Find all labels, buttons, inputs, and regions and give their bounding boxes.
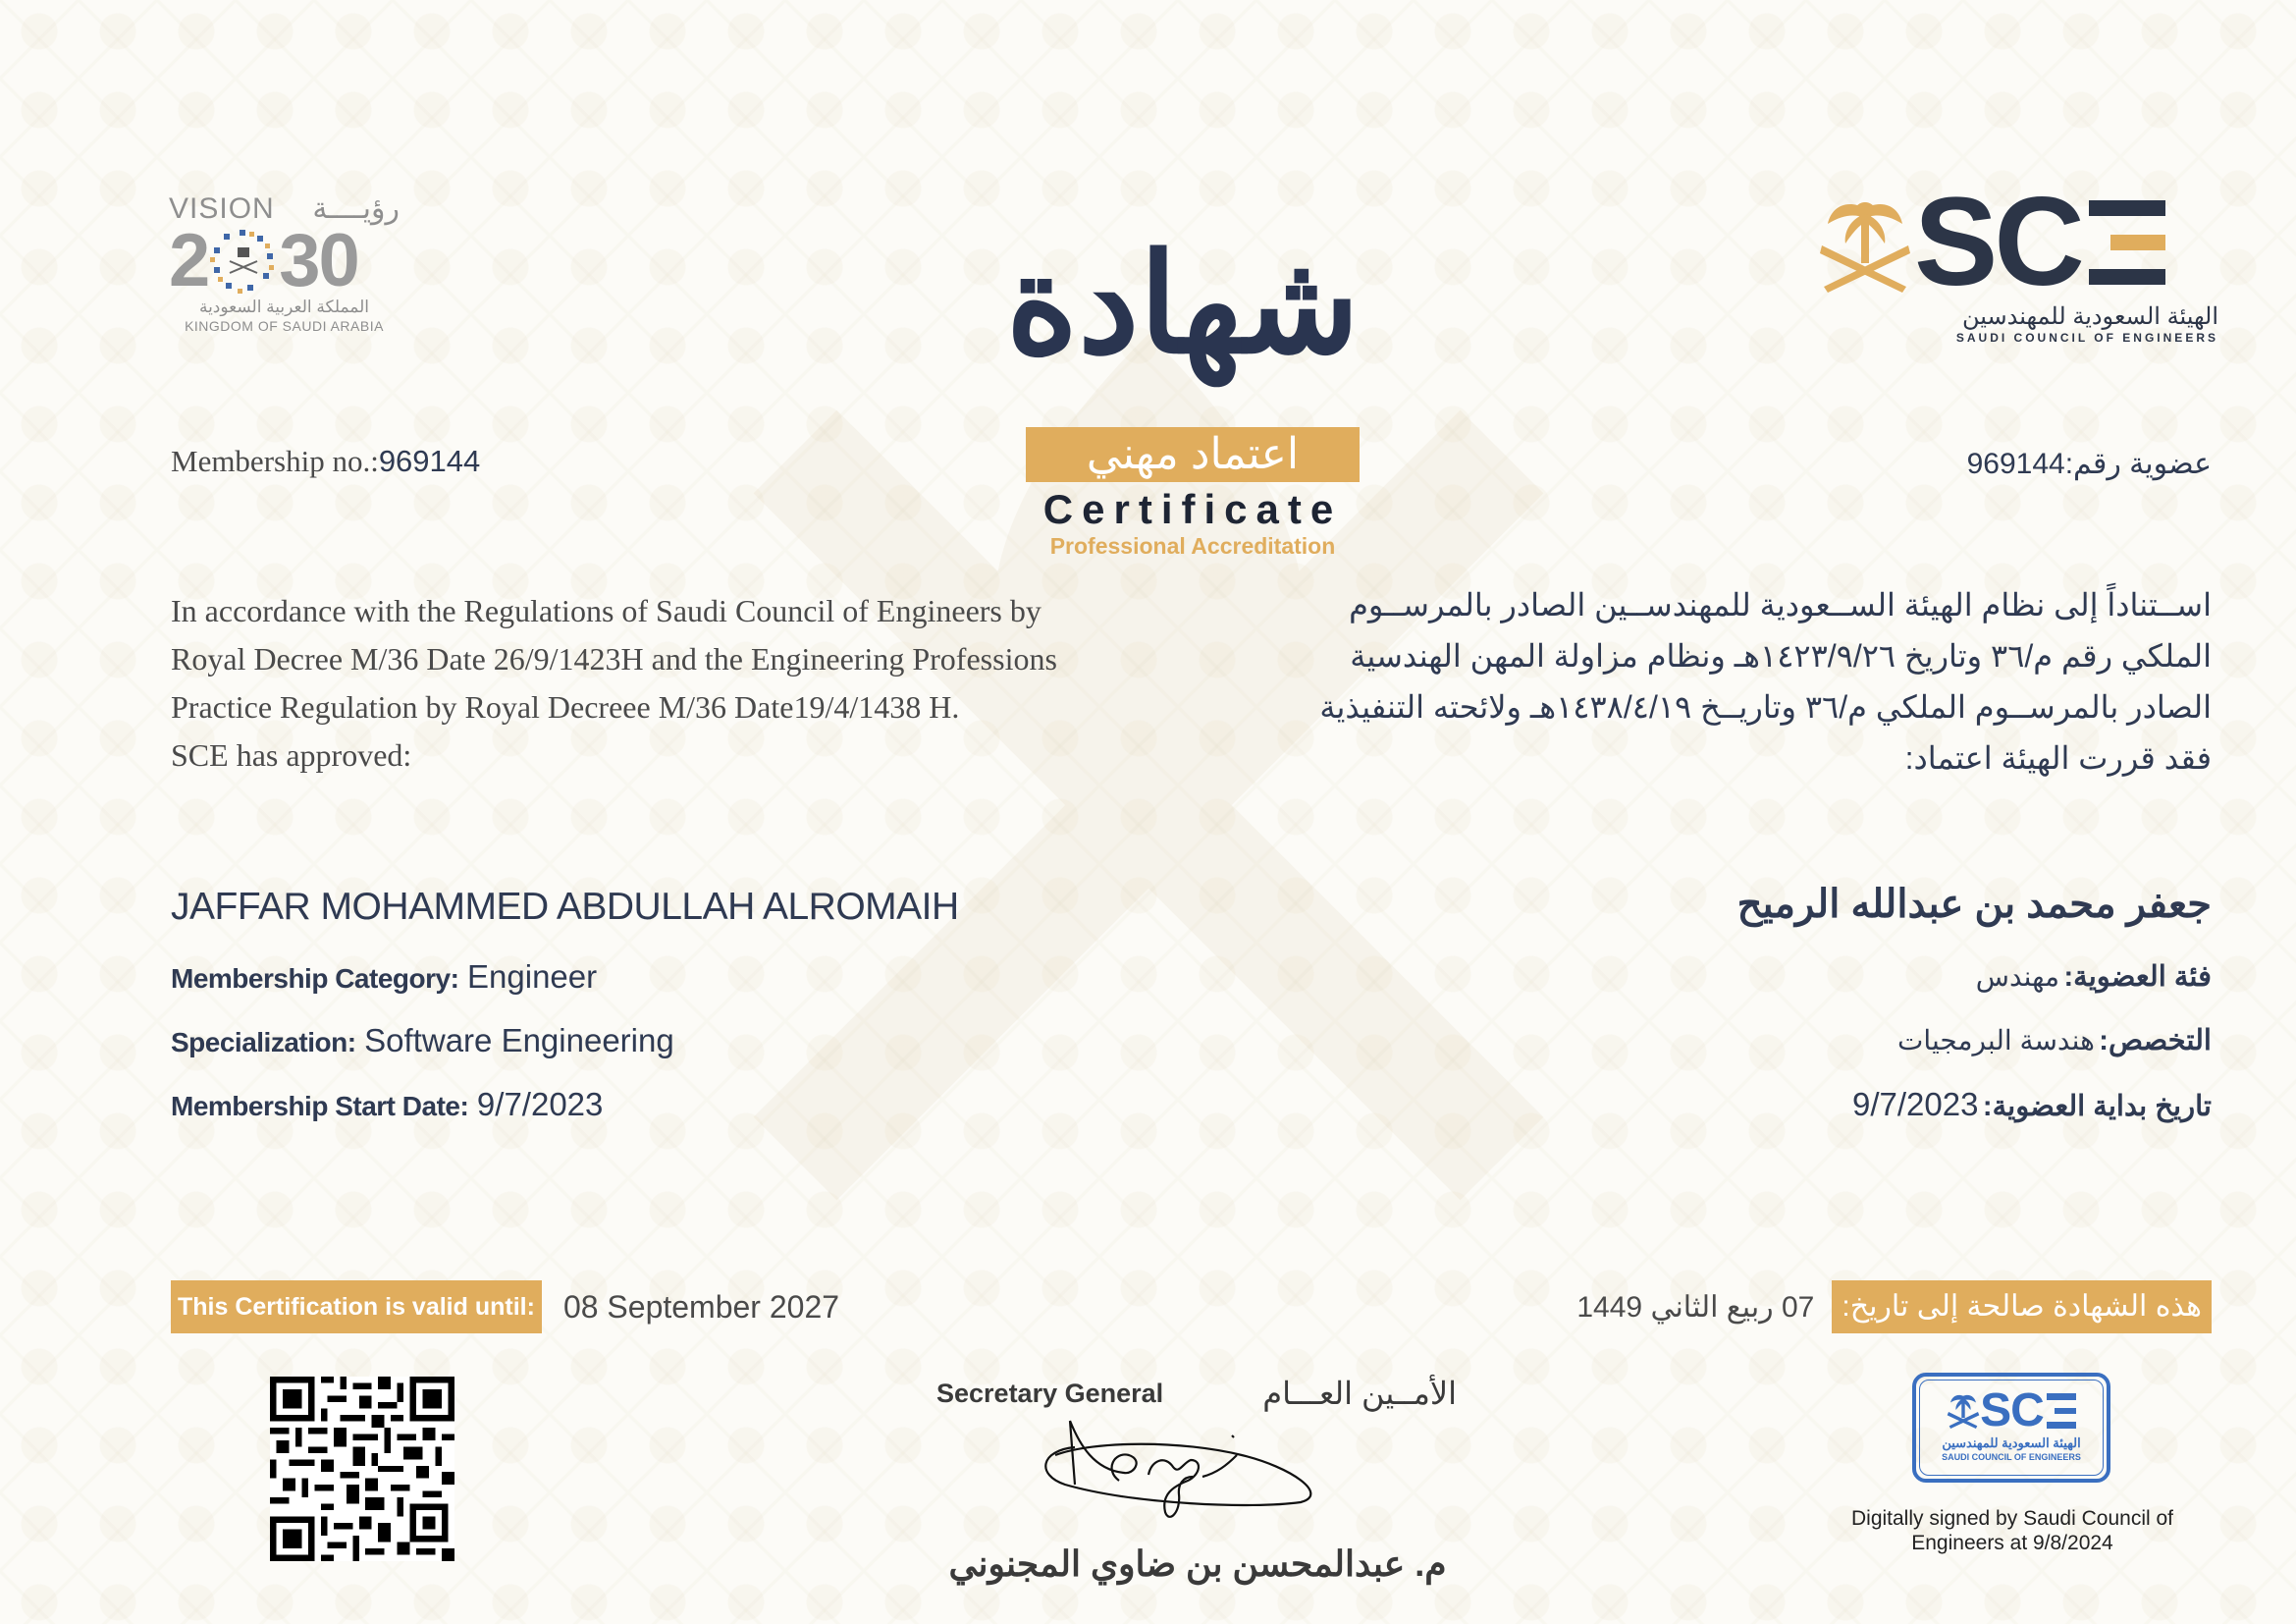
stamp-name-en: SAUDI COUNCIL OF ENGINEERS bbox=[1942, 1452, 2081, 1462]
sce-name-ar: الهيئة السعودية للمهندسين bbox=[1962, 303, 2218, 330]
holder-name-ar: جعفر محمد بن عبدالله الرميح bbox=[1736, 883, 2212, 926]
field-label: Membership Category: bbox=[171, 963, 459, 994]
vision-emblem-icon bbox=[208, 226, 279, 297]
membership-label-en: Membership no.: bbox=[171, 444, 379, 478]
sce-digital-stamp bbox=[1912, 1373, 2110, 1483]
validity-ar bbox=[1576, 1280, 2212, 1333]
field-specialization-en bbox=[171, 1021, 674, 1085]
validity-label-ar: هذه الشهادة صالحة إلى تاريخ: bbox=[1832, 1280, 2212, 1333]
sce-e-glyph-icon bbox=[2089, 198, 2165, 287]
handwritten-signature bbox=[1036, 1416, 1315, 1524]
palm-swords-icon bbox=[1947, 1390, 1980, 1432]
membership-number-value-ar: 969144 bbox=[1966, 448, 2065, 480]
sce-name-en: SAUDI COUNCIL OF ENGINEERS bbox=[1955, 331, 2218, 345]
vision-year-right: 30 bbox=[279, 219, 358, 302]
palm-swords-icon bbox=[1816, 189, 1914, 297]
membership-label-ar: عضوية رقم: bbox=[2064, 448, 2212, 480]
field-membership-category-en bbox=[171, 957, 674, 1021]
validity-en bbox=[171, 1280, 839, 1333]
holder-fields-ar bbox=[1852, 957, 2212, 1149]
membership-number-ar bbox=[1967, 447, 2212, 481]
stamp-letters: SC bbox=[1980, 1384, 2044, 1436]
certificate-heading: Certificate bbox=[1042, 486, 1343, 532]
field-start-date-en bbox=[171, 1085, 674, 1149]
vision-word-en: VISION bbox=[169, 192, 275, 225]
sce-letters: SC bbox=[1914, 172, 2081, 312]
field-label: Specialization: bbox=[171, 1027, 356, 1057]
signatory-title-ar: الأمــين العـــام bbox=[1262, 1376, 1457, 1411]
field-label: فئة العضوية: bbox=[2063, 961, 2212, 993]
certificate-title-block bbox=[1005, 187, 1360, 559]
ribbon-ar: اعتماد مهني bbox=[1026, 427, 1360, 482]
field-value: مهندس bbox=[1975, 961, 2060, 992]
validity-date-ar: 07 ربيع الثاني 1449 bbox=[1576, 1290, 1815, 1324]
vision-kingdom-ar: المملكة العربية السعودية bbox=[198, 298, 370, 316]
field-value: Software Engineering bbox=[364, 1022, 674, 1058]
vision-kingdom-en: KINGDOM OF SAUDI ARABIA bbox=[185, 318, 384, 334]
preamble-en-line: SCE has approved: bbox=[171, 737, 412, 773]
signatory-title-en: Secretary General bbox=[936, 1378, 1164, 1408]
digital-note-line-2: Engineers at 9/8/2024 bbox=[1911, 1532, 2113, 1554]
vision-year-left: 2 bbox=[169, 219, 209, 302]
preamble-en-line: In accordance with the Regulations of Saudi Council of Engineers by bbox=[171, 593, 1041, 628]
validity-label-en: This Certification is valid until: bbox=[171, 1280, 542, 1333]
field-value: Engineer bbox=[467, 958, 598, 995]
signature-block bbox=[933, 1375, 1463, 1600]
preamble-ar bbox=[1269, 579, 2212, 784]
preamble-ar-line: اســتناداً إلى نظام الهيئة الســعودية للمهندســين الصادر بالمرســوم bbox=[1349, 587, 2212, 623]
stamp-e-glyph-icon bbox=[2047, 1393, 2076, 1429]
field-label: تاريخ بداية العضوية: bbox=[1982, 1091, 2212, 1122]
field-start-date-ar bbox=[1852, 1085, 2212, 1149]
verification-qr-code[interactable] bbox=[270, 1377, 454, 1561]
stamp-name-ar: الهيئة السعودية للمهندسين bbox=[1942, 1435, 2081, 1450]
calligraphy-title-ar: شهادة bbox=[1005, 224, 1360, 385]
holder-name-en: JAFFAR MOHAMMED ABDULLAH ALROMAIH bbox=[171, 886, 959, 928]
field-value: 9/7/2023 bbox=[1852, 1086, 1979, 1122]
vision-2030-logo bbox=[169, 192, 400, 334]
signatory-name-ar: م. عبدالمحسن بن ضاوي المجنوني bbox=[948, 1543, 1447, 1584]
field-membership-category-ar bbox=[1852, 957, 2212, 1021]
field-label: Membership Start Date: bbox=[171, 1091, 469, 1121]
preamble-en bbox=[171, 587, 1152, 780]
preamble-ar-line: الملكي رقم م/٣٦ وتاريخ ١٤٢٣/٩/٢٦هـ ونظام مزاولة المهن الهندسية bbox=[1350, 638, 2212, 674]
field-label: التخصص: bbox=[2099, 1025, 2212, 1056]
holder-fields-en bbox=[171, 957, 674, 1149]
validity-date-en: 08 September 2027 bbox=[562, 1288, 840, 1325]
preamble-ar-line: فقد قررت الهيئة اعتماد: bbox=[1904, 740, 2212, 776]
digital-signature-note bbox=[1826, 1506, 2199, 1555]
field-specialization-ar bbox=[1852, 1021, 2212, 1085]
membership-number-en bbox=[171, 444, 480, 479]
preamble-en-line: Royal Decree M/36 Date 26/9/1423H and the Engineering Professions bbox=[171, 641, 1057, 677]
field-value: 9/7/2023 bbox=[476, 1086, 604, 1122]
sce-logo bbox=[1816, 172, 2218, 345]
preamble-en-line: Practice Regulation by Royal Decreee M/36 Date19/4/1438 H. bbox=[171, 689, 960, 725]
preamble-ar-line: الصادر بالمرســوم الملكي م/٣٦ وتاريــخ ١٤٣٨/٤/١٩هـ ولائحته التنفيذية bbox=[1319, 689, 2212, 725]
digital-note-line-1: Digitally signed by Saudi Council of bbox=[1850, 1507, 2173, 1530]
vision-word-ar: رؤيــــة bbox=[312, 192, 400, 225]
certificate-subtitle: Professional Accreditation bbox=[1049, 533, 1336, 559]
membership-number-value: 969144 bbox=[378, 444, 481, 478]
field-value: هندسة البرمجيات bbox=[1897, 1025, 2095, 1056]
